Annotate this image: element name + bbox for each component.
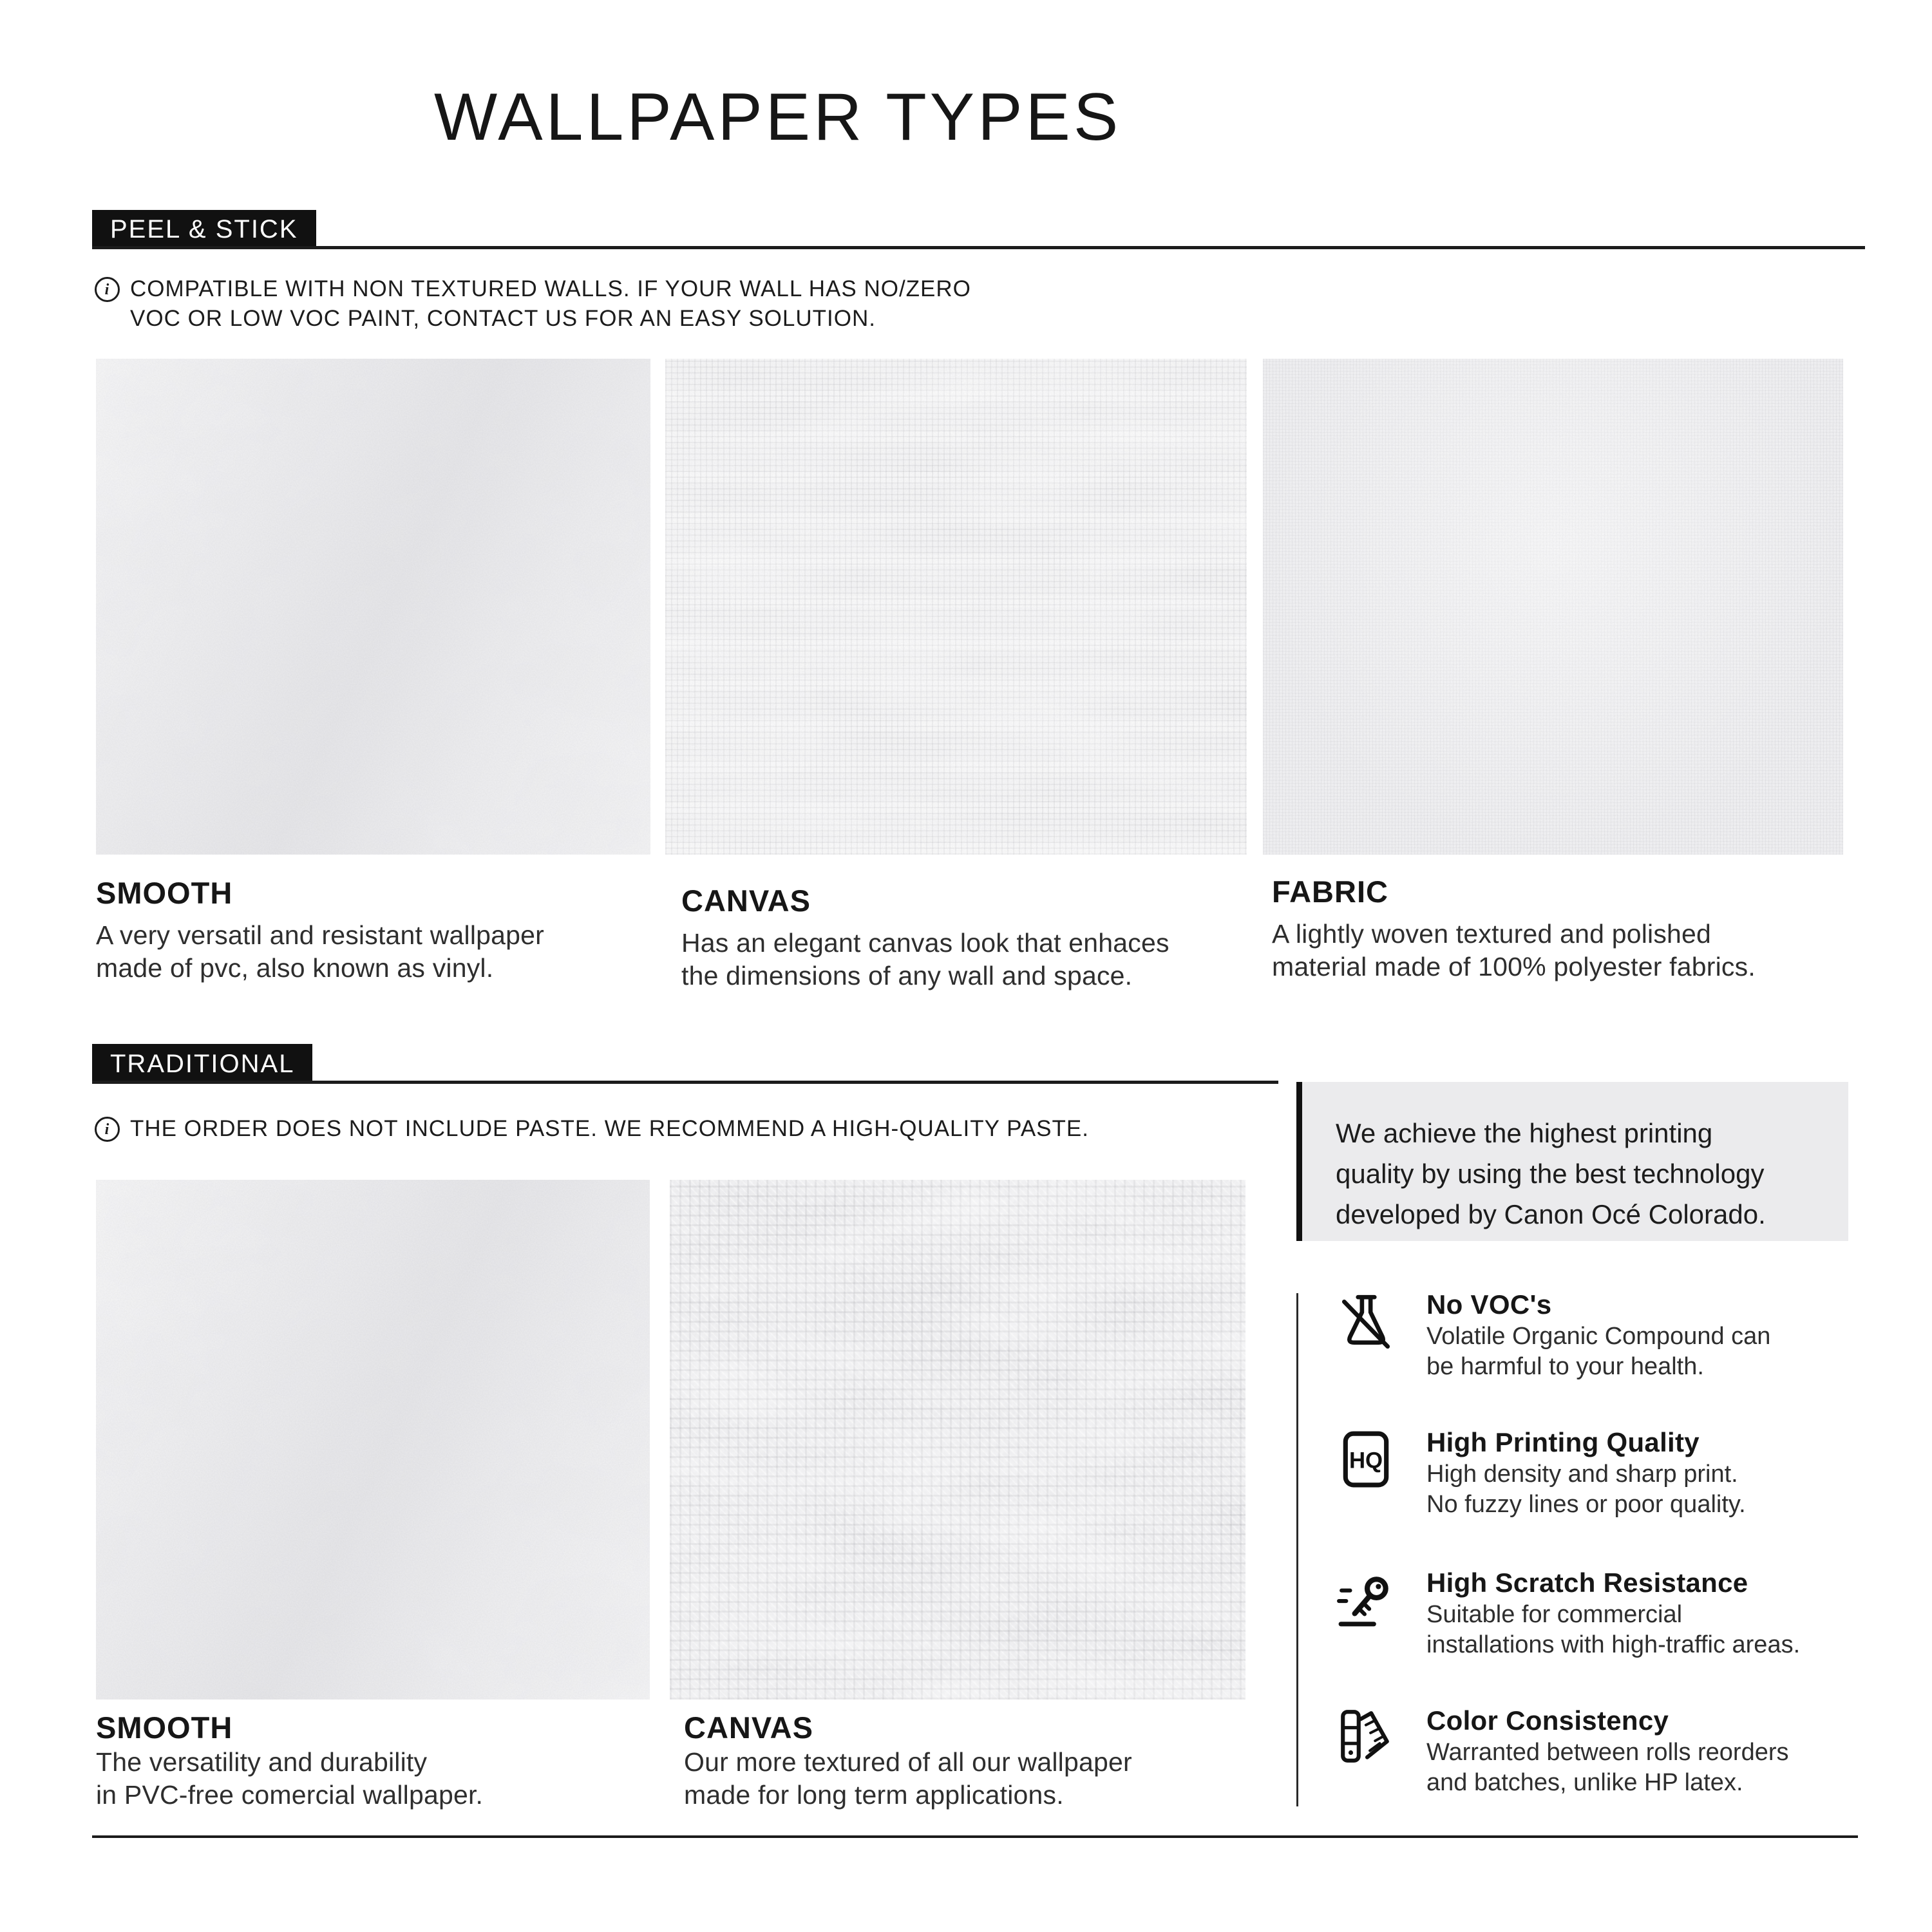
feature-title: No VOC's <box>1426 1289 1552 1320</box>
feature-text <box>1426 1288 1770 1382</box>
sample-label-smooth: SMOOTH <box>96 876 233 910</box>
feature-desc: High density and sharp print. No fuzzy lines or poor quality. <box>1426 1461 1746 1518</box>
sample-peel-smooth <box>96 359 650 855</box>
sample-label-fabric: FABRIC <box>1272 875 1388 909</box>
section-rule-peel-stick <box>92 246 1865 249</box>
sample-traditional-canvas <box>670 1180 1245 1700</box>
sample-peel-fabric <box>1263 359 1843 855</box>
feature-desc: Volatile Organic Compound can be harmful to your health. <box>1426 1323 1771 1380</box>
feature-no-vocs <box>1336 1288 1852 1382</box>
traditional-note-text: THE ORDER DOES NOT INCLUDE PASTE. WE RECOMMEND A HIGH-QUALITY PASTE. <box>130 1116 1089 1141</box>
peel-stick-note-text: COMPATIBLE WITH NON TEXTURED WALLS. IF YOUR WALL HAS NO/ZERO VOC OR LOW VOC PAINT, CONTACT US FOR AN EASY SOLUTION. <box>130 276 971 331</box>
color-swatch-icon <box>1336 1704 1397 1798</box>
canvas-grain-texture <box>665 359 1247 855</box>
quality-note-accent-bar <box>1296 1082 1302 1241</box>
bottom-rule <box>92 1835 1858 1838</box>
peel-stick-note <box>95 274 971 334</box>
key-icon <box>1336 1566 1397 1660</box>
section-badge-peel-stick: PEEL & STICK <box>92 210 316 249</box>
smooth-grain-texture <box>96 359 650 855</box>
no-voc-flask-icon <box>1336 1288 1397 1382</box>
section-badge-traditional: TRADITIONAL <box>92 1044 312 1084</box>
hq-icon <box>1336 1426 1397 1520</box>
page-title: WALLPAPER TYPES <box>434 80 1122 155</box>
feature-text <box>1426 1566 1800 1660</box>
feature-title: High Printing Quality <box>1426 1427 1700 1457</box>
sidebar-divider-line <box>1296 1293 1298 1806</box>
feature-desc: Warranted between rolls reorders and batches, unlike HP latex. <box>1426 1739 1789 1796</box>
feature-title: High Scratch Resistance <box>1426 1567 1748 1598</box>
feature-desc: Suitable for commercial installations with high-traffic areas. <box>1426 1601 1801 1658</box>
quality-note-box: We achieve the highest printing quality by using the best technology developed by Canon Océ Colorado. <box>1302 1082 1848 1241</box>
feature-text <box>1426 1426 1746 1520</box>
traditional-note <box>95 1114 1089 1144</box>
sample-label-smooth-traditional: SMOOTH <box>96 1710 233 1745</box>
coarse-canvas-cloud-texture <box>670 1180 1245 1700</box>
sample-label-canvas: CANVAS <box>681 884 811 918</box>
sample-desc-canvas: Has an elegant canvas look that enhaces the dimensions of any wall and space. <box>681 928 1170 990</box>
info-icon: i <box>95 1117 120 1142</box>
info-icon: i <box>95 277 120 302</box>
fabric-grain-texture <box>1263 359 1843 855</box>
feature-high-printing-quality <box>1336 1426 1852 1520</box>
sample-label-canvas-traditional: CANVAS <box>684 1710 813 1745</box>
feature-title: Color Consistency <box>1426 1705 1669 1736</box>
smooth-grain-texture <box>96 1180 650 1700</box>
feature-text <box>1426 1704 1789 1798</box>
sample-desc-smooth: A very versatil and resistant wallpaper made of pvc, also known as vinyl. <box>96 920 545 983</box>
section-rule-traditional <box>92 1081 1278 1084</box>
svg-text:HQ: HQ <box>1349 1448 1383 1473</box>
sample-desc-canvas-traditional: Our more textured of all our wallpaper made for long term applications. <box>684 1747 1132 1810</box>
sample-traditional-smooth <box>96 1180 650 1700</box>
sample-desc-fabric: A lightly woven textured and polished material made of 100% polyester fabrics. <box>1272 919 1756 981</box>
sample-desc-smooth-traditional: The versatility and durability in PVC-free comercial wallpaper. <box>96 1747 484 1810</box>
feature-color-consistency <box>1336 1704 1852 1798</box>
feature-high-scratch-resistance <box>1336 1566 1852 1660</box>
sample-peel-canvas <box>665 359 1247 855</box>
